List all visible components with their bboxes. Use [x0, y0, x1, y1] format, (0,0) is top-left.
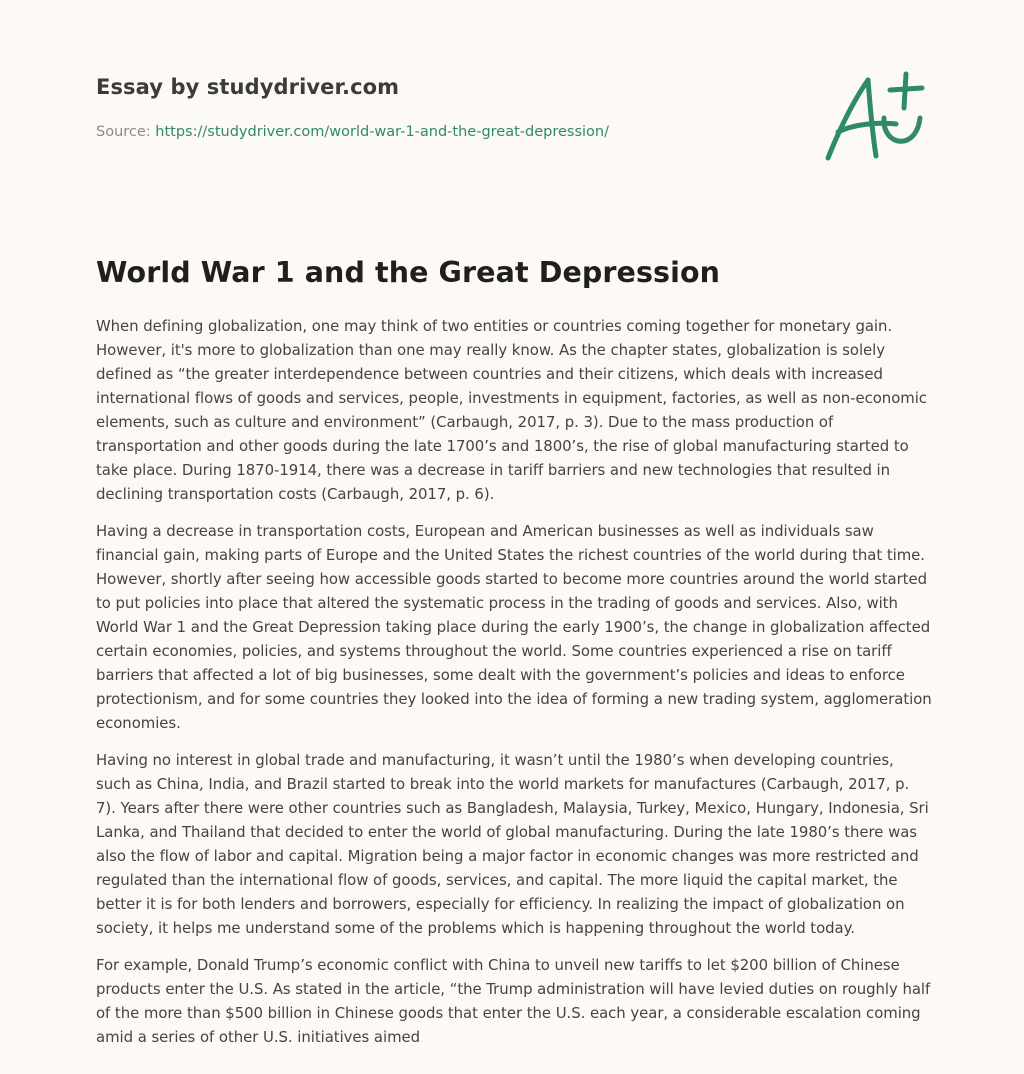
essay-body	[96, 314, 932, 1062]
essay-paragraph: For example, Donald Trump’s economic conflict with China to unveil new tariffs to let $200 billion of Chinese products enter the U.S. As stated in the article, “the Trump administration will have levied duties on roughly half of the more than $500 billion in Chinese goods that enter the U.S. each year, a considerable escalation coming amid a series of other U.S. initiatives aimed	[96, 956, 931, 1046]
source-line	[96, 124, 609, 140]
source-label: Source:	[96, 124, 151, 140]
essay-title: World War 1 and the Great Depression	[96, 256, 721, 289]
source-link[interactable]: https://studydriver.com/world-war-1-and-the-great-depression/	[155, 124, 609, 140]
essay-paragraph: Having a decrease in transportation costs, European and American businesses as well as individuals saw financial gain, making parts of Europe and the United States the richest countries of the world during that time. However, shortly after seeing how accessible goods started to become more countries around the world started to put policies into place that altered the systematic process in the trading of goods and services. Also, with World War 1 and the Great Depression taking place during the early 1900’s, the change in globalization affected certain economies, policies, and systems throughout the world. Some countries experienced a rise on tariff barriers that affected a lot of big businesses, some dealt with the government’s policies and ideas to enforce protectionism, and for some countries they looked into the idea of forming a new trading system, agglomeration economies.	[96, 522, 932, 732]
a-plus-logo-icon	[818, 66, 930, 166]
essay-paragraph: When defining globalization, one may think of two entities or countries coming together for monetary gain. However, it's more to globalization than one may really know. As the chapter states, globalization is solely defined as “the greater interdependence between countries and their citizens, which deals with increased international flows of goods and services, people, investments in equipment, factories, as well as non-economic elements, such as culture and environment” (Carbaugh, 2017, p. 3). Due to the mass production of transportation and other goods during the late 1700’s and 1800’s, the rise of global manufacturing started to take place. During 1870-1914, there was a decrease in tariff barriers and new technologies that resulted in declining transportation costs (Carbaugh, 2017, p. 6).	[96, 317, 927, 503]
site-label: Essay by studydriver.com	[96, 75, 400, 99]
essay-paragraph: Having no interest in global trade and manufacturing, it wasn’t until the 1980’s when developing countries, such as China, India, and Brazil started to break into the world markets for manufactures (Carbaugh, 2017, p. 7). Years after there were other countries such as Bangladesh, Malaysia, Turkey, Mexico, Hungary, Indonesia, Sri Lanka, and Thailand that decided to enter the world of global manufacturing. During the late 1980’s there was also the flow of labor and capital. Migration being a major factor in economic changes was more restricted and regulated than the international flow of goods, services, and capital. The more liquid the capital market, the better it is for both lenders and borrowers, especially for efficiency. In realizing the impact of globalization on society, it helps me understand some of the problems which is happening throughout the world today.	[96, 751, 929, 937]
